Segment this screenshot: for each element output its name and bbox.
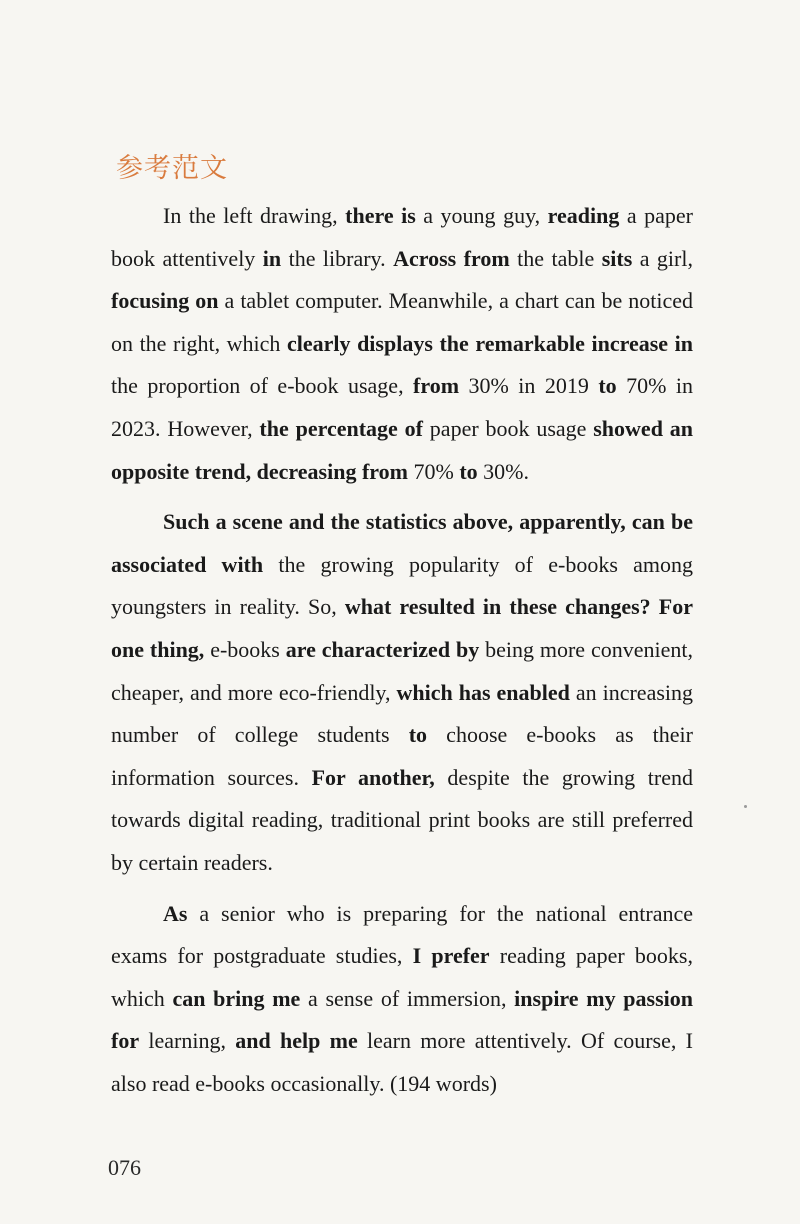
text-run: learn more attentively. Of course, I also read e-books occasionally. (194 words) [111,1028,693,1096]
text-run: despite the growing trend towards digital reading, traditional print books are still preferred by certain readers. [111,764,693,875]
bold-phrase: to [598,373,617,399]
bold-phrase: and help me [235,1028,358,1054]
bold-phrase: sits [601,245,633,271]
bold-phrase: there is [345,203,416,228]
text-run: a girl, [632,245,693,271]
text-run: a young guy, [415,203,548,228]
bold-phrase: I prefer [412,943,490,969]
bold-phrase: from [413,373,460,399]
bold-phrase: what resulted in these changes? For one thing, [111,594,693,662]
bold-phrase: focusing on [111,288,219,314]
bold-phrase: which has enabled [396,679,570,705]
text-run: a tablet computer. Meanwhile, a chart can be noticed on the right, which [111,288,693,356]
text-run: In the left drawing, [163,203,346,228]
section-heading: 参考范文 [116,153,228,184]
bold-phrase: showed an opposite trend, decreasing from [111,415,694,484]
bold-phrase: Across from [393,245,510,271]
text-run: the growing popularity of e-books among youngsters in reality. So, [111,551,693,620]
text-run: e-books [204,636,286,662]
bold-phrase: Such a scene and the statistics above, apparently, can be associated with [111,509,693,577]
text-run: an increasing number of college students [111,679,694,748]
bold-phrase: are characterized by [285,636,480,662]
text-run: 30% in 2019 [459,373,599,399]
page-number: 076 [108,1155,141,1180]
text-run: learning, [139,1028,236,1054]
paragraph [111,195,693,493]
bold-phrase: to [459,458,478,484]
text-run: reading paper books, which [111,943,693,1011]
text-run: choose e-books as their information sources. [111,722,693,790]
text-run: a senior who is preparing for the national entrance exams for postgraduate studies, [111,900,693,969]
text-run: paper book usage [422,415,594,441]
bold-phrase: reading [547,203,620,228]
text-run: 30%. [477,458,529,484]
text-run: 70% [408,458,460,484]
text-run: the table [509,245,602,271]
text-run: a sense of immersion, [300,985,515,1011]
essay-body [111,195,693,1113]
bold-phrase: the percentage of [259,415,423,441]
paragraph [111,893,693,1106]
bold-phrase: to [408,722,428,748]
text-run: the proportion of e-book usage, [111,373,414,399]
bold-phrase: For another, [311,764,435,790]
bold-phrase: can bring me [172,985,301,1011]
bold-phrase: inspire my passion for [111,985,693,1054]
text-run: 70% in 2023. However, [111,373,693,441]
paragraph [111,501,693,884]
bold-phrase: in [262,245,282,271]
text-run: a paper book attentively [111,203,693,271]
text-run: being more convenient, cheaper, and more eco-friendly, [111,636,693,705]
bold-phrase: clearly displays the remarkable increase in [286,330,693,356]
scan-speck [744,805,747,808]
bold-phrase: As [163,900,188,926]
text-run: the library. [281,245,394,271]
